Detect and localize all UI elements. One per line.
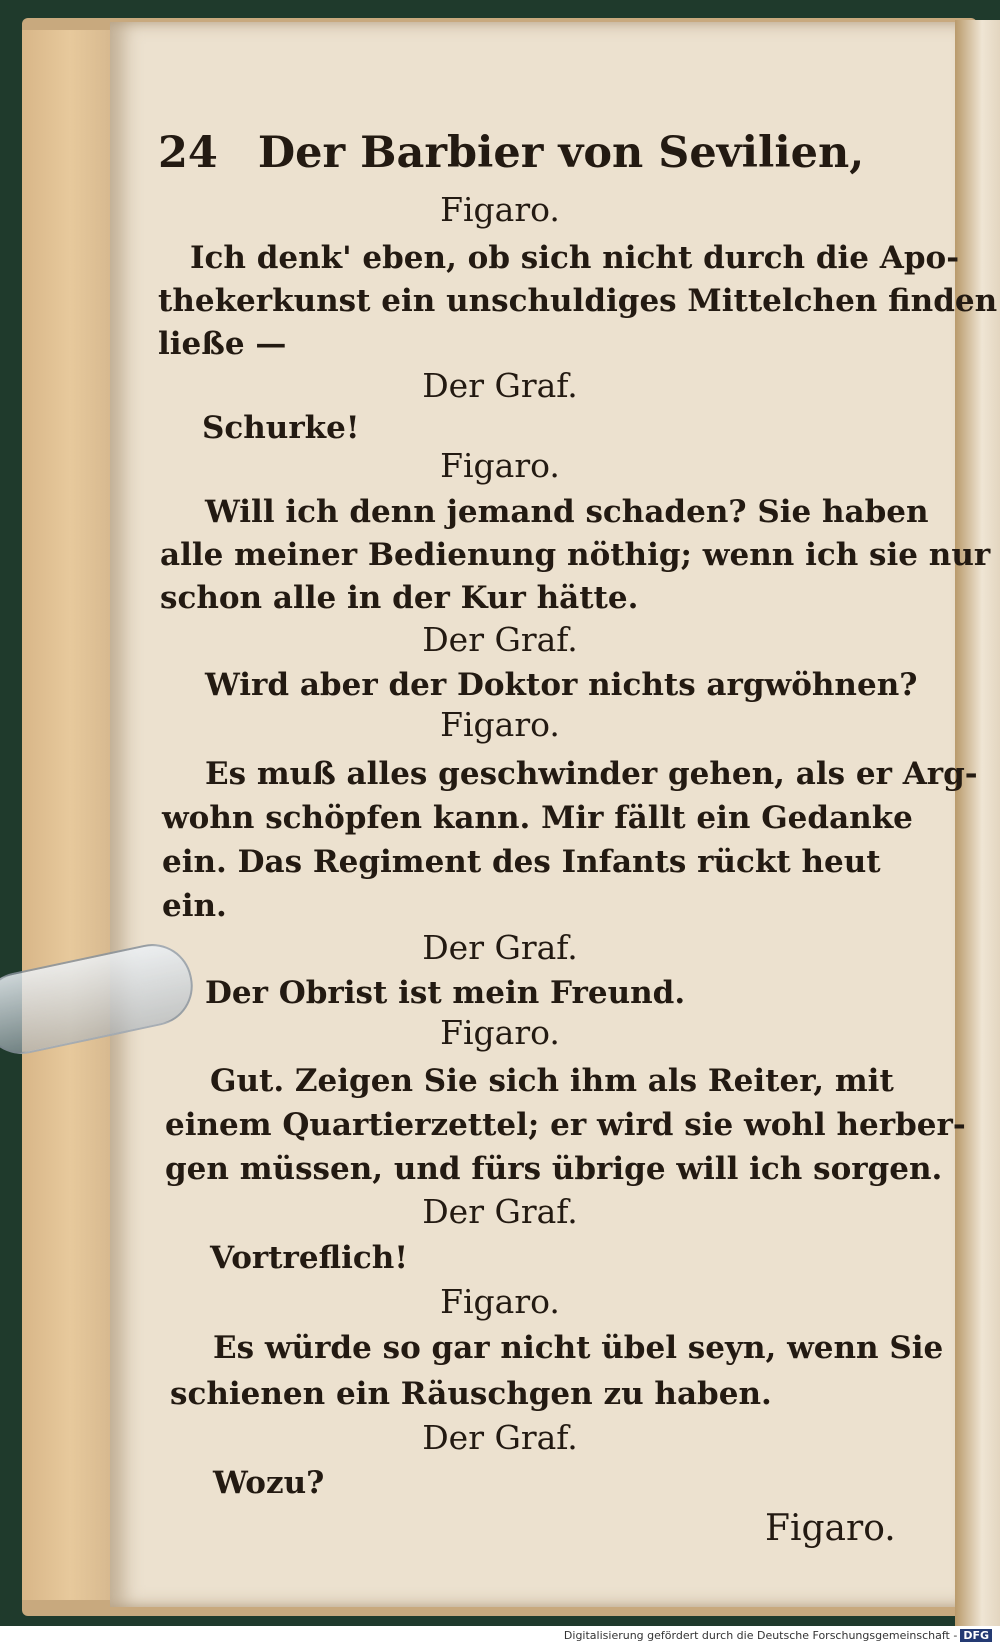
speaker-heading: Der Graf. [422,928,578,967]
running-header [158,128,864,178]
text-line: ein. Das Regiment des Infants rückt heut [162,844,881,880]
text-line: Wozu? [213,1465,325,1501]
speaker-heading: Figaro. [440,446,560,485]
text-line: alle meiner Bedienung nöthig; wenn ich sie nur [160,537,991,573]
text-line: Gut. Zeigen Sie sich ihm als Reiter, mit [210,1063,894,1099]
text-line: Der Obrist ist mein Freund. [205,975,686,1011]
page-number: 24 [158,128,218,178]
speaker-heading: Figaro. [440,705,560,744]
text-line: Wird aber der Doktor nichts argwöhnen? [205,667,918,703]
text-line: Schurke! [202,410,360,446]
digitization-credit [564,1629,992,1642]
text-line: schienen ein Räuschgen zu haben. [170,1376,772,1412]
speaker-heading: Der Graf. [422,366,578,405]
running-title: Der Barbier von Sevilien, [257,128,865,178]
text-line: thekerkunst ein unschuldiges Mittelchen finden [158,283,998,319]
credit-text: Digitalisierung gefördert durch die Deutsche Forschungsgemeinschaft - [563,1629,958,1642]
text-line: ließe — [158,326,287,362]
text-line: Es muß alles geschwinder gehen, als er Arg- [205,756,978,792]
text-line: wohn schöpfen kann. Mir fällt ein Gedanke [162,800,913,836]
catchword: Figaro. [765,1508,896,1549]
text-line: Will ich denn jemand schaden? Sie haben [205,494,929,530]
speaker-heading: Der Graf. [422,1192,578,1231]
speaker-heading: Der Graf. [422,1418,578,1457]
text-line: Vortreflich! [210,1240,408,1276]
text-line: gen müssen, und fürs übrige will ich sorgen. [165,1151,943,1187]
text-line: Ich denk' eben, ob sich nicht durch die Apo- [190,240,960,276]
speaker-heading: Figaro. [440,1282,560,1321]
dfg-logo: DFG [960,1629,992,1642]
text-line: einem Quartierzettel; er wird sie wohl herber- [165,1107,966,1143]
speaker-heading: Der Graf. [422,620,578,659]
text-line: Es würde so gar nicht übel seyn, wenn Sie [213,1330,944,1366]
text-line: schon alle in der Kur hätte. [160,580,639,616]
text-line: ein. [162,888,227,924]
speaker-heading: Figaro. [440,190,560,229]
speaker-heading: Figaro. [440,1013,560,1052]
